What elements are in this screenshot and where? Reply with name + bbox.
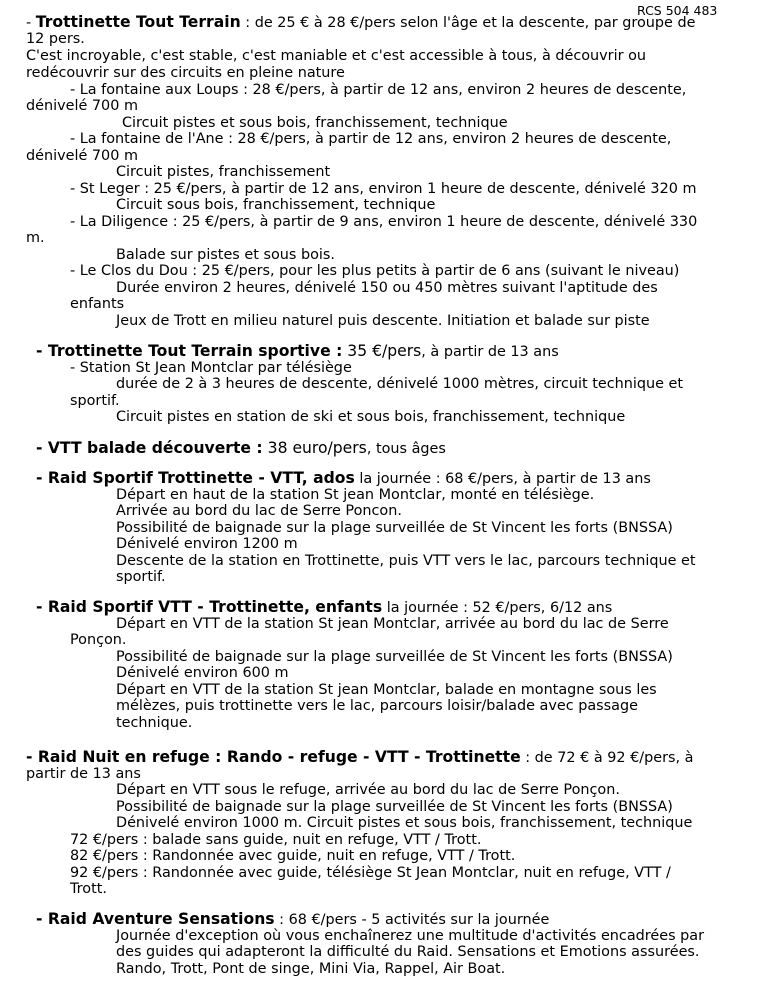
section-title-continued: Trottinette [420,748,521,766]
text-line: Dénivelé environ 600 m [116,665,289,681]
section-trottinette-sportive [36,343,559,361]
dash: - [26,15,36,31]
text-line: C'est incroyable, c'est stable, c'est maniable et c'est accessible à tous, à découvrir ou [26,48,647,64]
section-price: 38 euro/pers [262,439,367,457]
section-price: : de 72 € à 92 €/pers, à [520,750,694,766]
text-line: technique. [116,715,193,731]
section-title: - Raid Aventure Sensations [36,910,275,928]
section-age: , tous âges [366,441,446,457]
text-line: 12 pers. [26,31,85,47]
text-line: Journée d'exception où vous enchaînerez une multitude d'activités encadrées par [116,928,705,944]
text-line: enfants [70,296,125,312]
price-option: 72 €/pers : balade sans guide, nuit en refuge, VTT / Trott. [70,832,482,848]
text-line: dénivelé 700 m [26,148,138,164]
section-age: , à partir de 13 ans [421,344,559,360]
text-line: Dénivelé environ 1200 m [116,536,298,552]
section-raid-aventure [36,911,549,929]
text-line: Trott. [70,881,107,897]
section-price: la journée : 52 €/pers, 6/12 ans [382,600,613,616]
text-line: dénivelé 700 m [26,98,138,114]
text-line: Possibilité de baignade sur la plage surveillée de St Vincent les forts (BNSSA) [116,799,673,815]
section-price: : de 25 € à 28 €/pers selon l'âge et la descente, par groupe de [240,15,696,31]
text-line: Départ en haut de la station St jean Montclar, monté en télésiège. [116,487,595,503]
route-line: - La fontaine aux Loups : 28 €/pers, à partir de 12 ans, environ 2 heures de descente, [70,82,687,98]
text-line: mélèzes, puis trottinette vers le lac, parcours loisir/balade avec passage [116,698,638,714]
text-line: partir de 13 ans [26,766,141,782]
rcs-number: RCS 504 483 [637,3,718,18]
text-line: Jeux de Trott en milieu naturel puis descente. Initiation et balade sur piste [116,313,650,329]
text-line: Circuit sous bois, franchissement, technique [116,197,436,213]
text-line: Circuit pistes et sous bois, franchissement, technique [122,115,508,131]
section-title: - Raid Nuit en refuge : Rando - refuge - VTT - [26,748,421,766]
route-line: - La fontaine de l'Ane : 28 €/pers, à partir de 12 ans, environ 2 heures de descente, [70,131,672,147]
section-price: 35 €/pers [342,342,422,360]
text-line: Ponçon. [70,632,127,648]
price-option: 82 €/pers : Randonnée avec guide, nuit en refuge, VTT / Trott. [70,848,516,864]
text-line: Arrivée au bord du lac de Serre Poncon. [116,503,402,519]
route-line: - La Diligence : 25 €/pers, à partir de 9 ans, environ 1 heure de descente, dénivelé 330 [70,214,698,230]
price-option: 92 €/pers : Randonnée avec guide, télésiège St Jean Montclar, nuit en refuge, VTT / [70,865,671,881]
text-line: Dénivelé environ 1000 m. Circuit pistes et sous bois, franchissement, technique [116,815,693,831]
text-line: Possibilité de baignade sur la plage surveillée de St Vincent les forts (BNSSA) [116,649,673,665]
section-raid-sportif-ados [36,470,651,488]
section-title: - Raid Sportif Trottinette - VTT, ados [36,469,355,487]
text-line: Descente de la station en Trottinette, puis VTT vers le lac, parcours technique et [116,553,696,569]
text-line: - Station St Jean Montclar par télésiège [70,360,352,376]
route-line: - Le Clos du Dou : 25 €/pers, pour les plus petits à partir de 6 ans (suivant le niveau) [70,263,680,279]
section-trottinette-tout-terrain [26,14,695,32]
section-vtt-balade [36,440,446,458]
text-line: m. [26,230,45,246]
section-title: Trottinette Tout Terrain [35,13,241,31]
section-title: - VTT balade découverte : [36,439,263,457]
text-line: Départ en VTT sous le refuge, arrivée au bord du lac de Serre Ponçon. [116,782,620,798]
section-title: - Trottinette Tout Terrain sportive : [36,342,343,360]
section-price: : 68 €/pers - 5 activités sur la journée [274,912,550,928]
text-line: sportif. [116,569,166,585]
text-line: Balade sur pistes et sous bois. [116,247,335,263]
section-raid-nuit-refuge [26,749,694,767]
text-line: des guides qui adapteront la difficulté du Raid. Sensations et Emotions assurées. [116,944,700,960]
text-line: sportif. [70,393,120,409]
text-line: durée de 2 à 3 heures de descente, dénivelé 1000 mètres, circuit technique et [116,376,684,392]
text-line: Possibilité de baignade sur la plage surveillée de St Vincent les forts (BNSSA) [116,520,673,536]
section-raid-sportif-enfants [36,599,612,617]
text-line: Rando, Trott, Pont de singe, Mini Via, Rappel, Air Boat. [116,961,506,977]
text-line: Départ en VTT de la station St jean Montclar, balade en montagne sous les [116,682,657,698]
text-line: redécouvrir sur des circuits en pleine nature [26,65,345,81]
text-line: Départ en VTT de la station St jean Montclar, arrivée au bord du lac de Serre [116,616,669,632]
text-line: Circuit pistes en station de ski et sous bois, franchissement, technique [116,409,626,425]
section-title: - Raid Sportif VTT - Trottinette, enfants [36,598,383,616]
section-price: la journée : 68 €/pers, à partir de 13 ans [354,471,651,487]
text-line: Circuit pistes, franchissement [116,164,331,180]
text-line: Durée environ 2 heures, dénivelé 150 ou 450 mètres suivant l'aptitude des [116,280,658,296]
route-line: - St Leger : 25 €/pers, à partir de 12 ans, environ 1 heure de descente, dénivelé 320 m [70,181,697,197]
